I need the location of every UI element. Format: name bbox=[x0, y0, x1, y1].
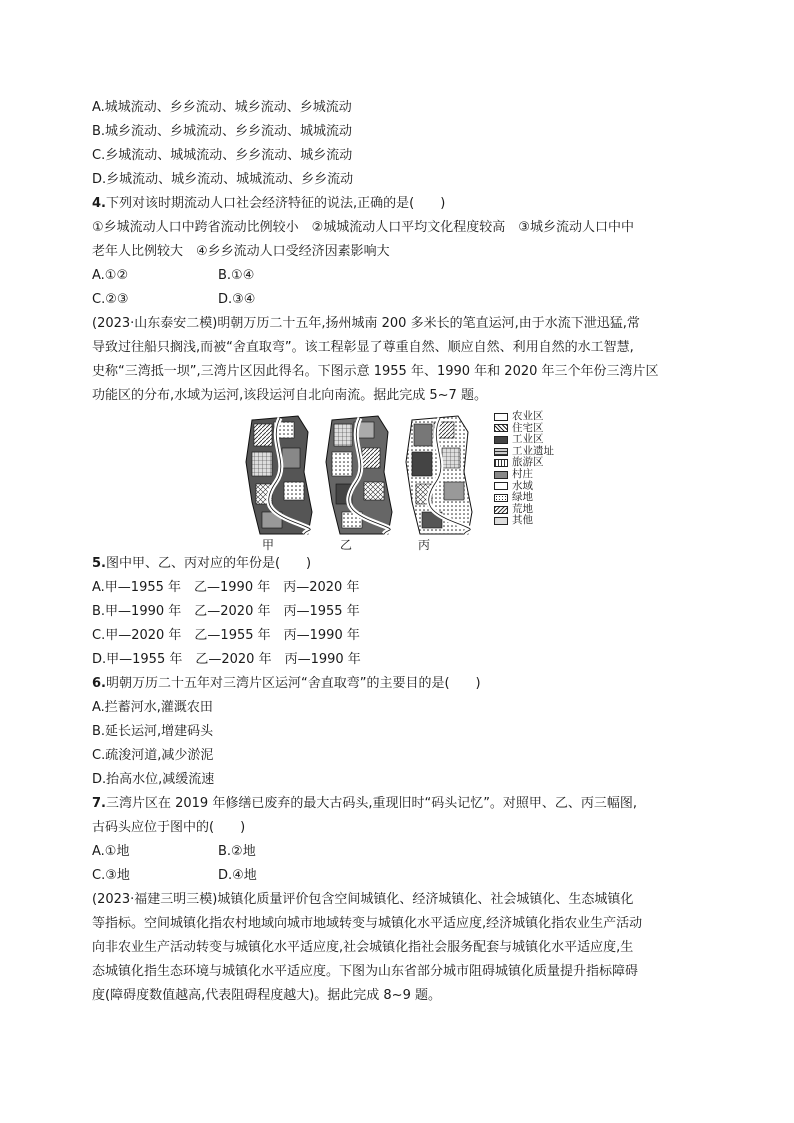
q4-items-line2: 老年人比例较大 ④乡乡流动人口受经济因素影响大 bbox=[92, 244, 390, 259]
q4-option-b: B.①④ bbox=[218, 268, 255, 283]
q6-option-b: B.延长运河,增建码头 bbox=[92, 724, 214, 739]
q4-items-line1: ①乡城流动人口中跨省流动比例较小 ②城城流动人口平均文化程度较高 ③城乡流动人口中中 bbox=[92, 220, 634, 235]
map-yi bbox=[326, 416, 392, 534]
legend-swatch bbox=[494, 413, 508, 421]
map-bing bbox=[406, 416, 472, 534]
legend-item: 旅游区 bbox=[494, 457, 554, 469]
legend-swatch bbox=[494, 471, 508, 479]
legend-item: 绿地 bbox=[494, 492, 554, 504]
q6-number: 6. bbox=[92, 676, 106, 691]
passage1-line3: 史称“三湾抵一坝”,三湾片区因此得名。下图示意 1955 年、1990 年和 2020 年三个年份三湾片区 bbox=[92, 364, 659, 379]
legend-item: 荒地 bbox=[494, 504, 554, 516]
q4-number: 4. bbox=[92, 196, 106, 211]
passage1-line4: 功能区的分布,水域为运河,该段运河自北向南流。据此完成 5~7 题。 bbox=[92, 388, 487, 403]
legend-swatch bbox=[494, 459, 508, 467]
q7-option-d: D.④地 bbox=[218, 868, 257, 883]
legend-item: 工业区 bbox=[494, 434, 554, 446]
legend-item: 水域 bbox=[494, 481, 554, 493]
q4-stem-line bbox=[92, 195, 445, 213]
q6-stem-line bbox=[92, 675, 481, 693]
legend-item: 村庄 bbox=[494, 469, 554, 481]
passage1-line2: 导致过往船只搁浅,而被“舍直取弯”。该工程彰显了尊重自然、顺应自然、利用自然的水工智慧, bbox=[92, 340, 634, 355]
passage2-line2: 等指标。空间城镇化指农村地域向城市地域转变与城镇化水平适应度,经济城镇化指农业生产活动 bbox=[92, 916, 643, 931]
legend-swatch bbox=[494, 517, 508, 525]
map-label-yi: 乙 bbox=[340, 538, 353, 552]
legend-swatch bbox=[494, 494, 508, 502]
q3-option-c: C.乡城流动、城城流动、乡乡流动、城乡流动 bbox=[92, 148, 353, 163]
q5-option-a: A.甲—1955 年 乙—1990 年 丙—2020 年 bbox=[92, 580, 360, 595]
map-label-jia: 甲 bbox=[262, 538, 275, 552]
q7-option-a: A.①地 bbox=[92, 844, 130, 859]
legend-swatch bbox=[494, 482, 508, 490]
q7-number: 7. bbox=[92, 796, 106, 811]
legend-swatch bbox=[494, 424, 508, 432]
q7-stem-line2: 古码头应位于图中的( ) bbox=[92, 820, 246, 835]
q4-option-c: C.②③ bbox=[92, 292, 129, 307]
q5-number: 5. bbox=[92, 556, 106, 571]
legend-item: 农业区 bbox=[494, 411, 554, 423]
q6-stem: 明朝万历二十五年对三湾片区运河“舍直取弯”的主要目的是( ) bbox=[105, 676, 481, 691]
passage2-line4: 态城镇化指生态环境与城镇化水平适应度。下图为山东省部分城市阻碍城镇化质量提升指标障碍 bbox=[92, 964, 639, 979]
passage2-line3: 向非农业生产活动转变与城镇化水平适应度,社会城镇化指社会服务配套与城镇化水平适应度,生 bbox=[92, 940, 634, 955]
q3-option-a: A.城城流动、乡乡流动、城乡流动、乡城流动 bbox=[92, 100, 352, 115]
q5-stem: 图中甲、乙、丙对应的年份是( ) bbox=[105, 556, 312, 571]
q7-stem-line1 bbox=[92, 795, 637, 813]
map-label-bing: 丙 bbox=[418, 538, 431, 552]
q4-option-a: A.①② bbox=[92, 268, 129, 283]
legend-item: 其他 bbox=[494, 515, 554, 527]
map-jia bbox=[246, 416, 312, 534]
q7-option-b: B.②地 bbox=[218, 844, 256, 859]
q7-option-c: C.③地 bbox=[92, 868, 130, 883]
passage1-line1: (2023·山东泰安二模)明朝万历二十五年,扬州城南 200 多米长的笔直运河,由于水流下泄迅猛,常 bbox=[92, 316, 640, 331]
q3-option-d: D.乡城流动、城乡流动、城城流动、乡乡流动 bbox=[92, 172, 354, 187]
q5-stem-line bbox=[92, 555, 311, 573]
legend-item: 住宅区 bbox=[494, 423, 554, 435]
q4-option-d: D.③④ bbox=[218, 292, 256, 307]
q4-stem: 下列对该时期流动人口社会经济特征的说法,正确的是( ) bbox=[105, 196, 446, 211]
q6-option-c: C.疏浚河道,减少淤泥 bbox=[92, 748, 214, 763]
q5-option-b: B.甲—1990 年 乙—2020 年 丙—1955 年 bbox=[92, 604, 360, 619]
q3-option-b: B.城乡流动、乡城流动、乡乡流动、城城流动 bbox=[92, 124, 353, 139]
legend-swatch bbox=[494, 448, 508, 456]
q5-option-c: C.甲—2020 年 乙—1955 年 丙—1990 年 bbox=[92, 628, 360, 643]
q6-option-d: D.抬高水位,减缓流速 bbox=[92, 772, 215, 787]
legend-swatch bbox=[494, 436, 508, 444]
legend-swatch bbox=[494, 506, 508, 514]
passage2-line5: 度(障碍度数值越高,代表阻碍程度越大)。据此完成 8~9 题。 bbox=[92, 988, 441, 1003]
legend-item: 工业遗址 bbox=[494, 446, 554, 458]
figure-legend bbox=[494, 411, 554, 527]
q7-stem: 三湾片区在 2019 年修缮已废弃的最大古码头,重现旧时“码头记忆”。对照甲、乙、丙三幅图, bbox=[105, 796, 638, 811]
q6-option-a: A.拦蓄河水,灌溉农田 bbox=[92, 700, 213, 715]
passage2-line1: (2023·福建三明三模)城镇化质量评价包含空间城镇化、经济城镇化、社会城镇化、生态城镇化 bbox=[92, 892, 634, 907]
q5-option-d: D.甲—1955 年 乙—2020 年 丙—1990 年 bbox=[92, 652, 361, 667]
